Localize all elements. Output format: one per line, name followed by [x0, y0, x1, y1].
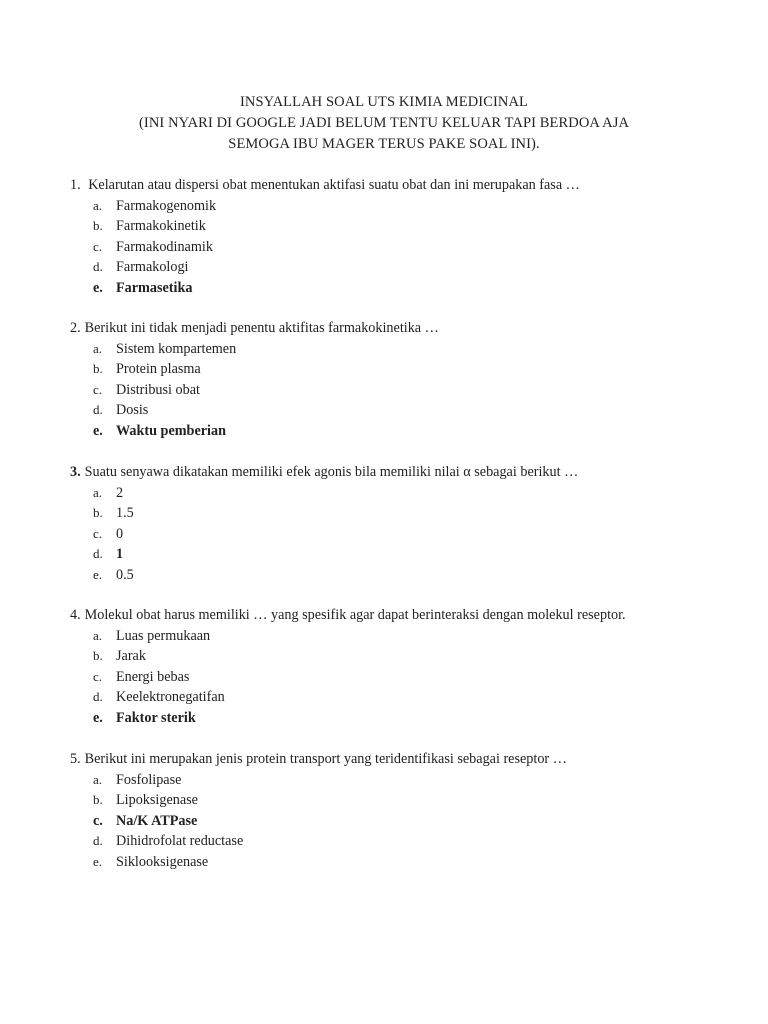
question-text: [70, 605, 750, 626]
option-text: Lipoksigenase: [116, 792, 198, 809]
option-c: [70, 524, 750, 545]
document-header: [0, 92, 768, 155]
option-letter: d.: [93, 402, 103, 418]
option-letter: b.: [93, 505, 103, 521]
option-d: [70, 687, 750, 708]
option-a: [70, 339, 750, 360]
option-letter: e.: [93, 422, 103, 439]
option-text: Waktu pemberian: [116, 422, 226, 439]
option-letter: e.: [93, 566, 103, 582]
option-text: Sistem kompartemen: [116, 340, 237, 357]
option-letter: d.: [93, 833, 103, 849]
option-letter: a.: [93, 340, 103, 356]
option-text: Farmasetika: [116, 279, 193, 296]
option-text: Distribusi obat: [116, 381, 200, 398]
option-letter: b.: [93, 792, 103, 808]
option-text: Luas permukaan: [116, 627, 211, 644]
option-c-answer: [70, 811, 750, 832]
question-text: [70, 175, 750, 196]
option-letter: c.: [93, 525, 103, 541]
option-b: [70, 216, 750, 237]
option-list: [70, 483, 750, 586]
option-c: [70, 237, 750, 258]
option-text: Dihidrofolat reductase: [116, 833, 244, 850]
header-subtitle-line1: (INI NYARI DI GOOGLE JADI BELUM TENTU KELUAR TAPI BERDOA AJA: [138, 115, 630, 131]
option-a: [70, 483, 750, 504]
question-text: [70, 318, 750, 339]
option-text: Fosfolipase: [116, 771, 182, 788]
option-text: 1: [116, 546, 124, 563]
option-e-answer: [70, 278, 750, 299]
question-text: [70, 462, 750, 483]
option-text: Keelektronegatifan: [116, 689, 225, 706]
option-list: [70, 339, 750, 442]
question-prompt: Kelarutan atau dispersi obat menentukan aktifasi suatu obat dan ini merupakan fasa …: [84, 177, 580, 193]
question-number: 2.: [70, 320, 81, 336]
question-number: 1.: [70, 177, 81, 193]
option-letter: b.: [93, 218, 103, 234]
option-a: [70, 626, 750, 647]
option-text: Faktor sterik: [116, 709, 196, 726]
question-4: [70, 605, 750, 728]
option-text: Protein plasma: [116, 361, 201, 378]
option-letter: b.: [93, 648, 103, 664]
option-letter: e.: [93, 279, 103, 296]
question-text: [70, 749, 750, 770]
option-letter: c.: [93, 812, 103, 829]
option-text: Jarak: [116, 648, 146, 665]
option-e-answer: [70, 421, 750, 442]
question-3: [70, 462, 750, 585]
option-e: [70, 565, 750, 586]
option-text: 2: [116, 484, 124, 501]
option-letter: d.: [93, 689, 103, 705]
question-prompt: Berikut ini merupakan jenis protein transport yang teridentifikasi sebagai reseptor …: [84, 751, 567, 767]
option-letter: a.: [93, 627, 103, 643]
option-text: Dosis: [116, 402, 149, 419]
option-b: [70, 503, 750, 524]
question-number: 4.: [70, 607, 81, 623]
option-letter: d.: [93, 259, 103, 275]
question-prompt: Suatu senyawa dikatakan memiliki efek agonis bila memiliki nilai α sebagai berikut …: [84, 464, 579, 480]
option-text: 0: [116, 525, 124, 542]
option-d: [70, 400, 750, 421]
question-2: [70, 318, 750, 441]
question-prompt: Molekul obat harus memiliki … yang spesifik agar dapat berinteraksi dengan molekul reseptor.: [84, 607, 626, 623]
question-number: 3.: [70, 464, 81, 480]
option-letter: e.: [93, 853, 103, 869]
option-c: [70, 667, 750, 688]
question-1: [70, 175, 750, 298]
option-text: Farmakokinetik: [116, 218, 206, 235]
option-letter: c.: [93, 668, 103, 684]
option-text: Siklooksigenase: [116, 853, 209, 870]
question-prompt: Berikut ini tidak menjadi penentu aktifitas farmakokinetika …: [84, 320, 439, 336]
option-b: [70, 359, 750, 380]
option-letter: a.: [93, 771, 103, 787]
header-subtitle-line2: SEMOGA IBU MAGER TERUS PAKE SOAL INI).: [228, 136, 540, 152]
question-5: [70, 749, 750, 872]
option-letter: c.: [93, 381, 103, 397]
option-letter: e.: [93, 709, 103, 726]
question-number: 5.: [70, 751, 81, 767]
option-c: [70, 380, 750, 401]
option-letter: a.: [93, 197, 103, 213]
option-text: 1.5: [116, 505, 134, 522]
option-letter: c.: [93, 238, 103, 254]
option-b: [70, 646, 750, 667]
option-text: Na/K ATPase: [116, 812, 198, 829]
option-e-answer: [70, 708, 750, 729]
option-text: Farmakologi: [116, 259, 189, 276]
option-e: [70, 852, 750, 873]
option-a: [70, 770, 750, 791]
option-list: [70, 196, 750, 299]
option-d-answer: [70, 544, 750, 565]
option-b: [70, 790, 750, 811]
option-letter: d.: [93, 546, 103, 562]
option-text: Farmakodinamik: [116, 238, 213, 255]
header-title: INSYALLAH SOAL UTS KIMIA MEDICINAL: [239, 94, 529, 110]
option-d: [70, 257, 750, 278]
option-letter: a.: [93, 484, 103, 500]
option-list: [70, 770, 750, 873]
option-text: 0.5: [116, 566, 134, 583]
option-letter: b.: [93, 361, 103, 377]
option-d: [70, 831, 750, 852]
option-a: [70, 196, 750, 217]
option-text: Farmakogenomik: [116, 197, 217, 214]
option-text: Energi bebas: [116, 668, 190, 685]
option-list: [70, 626, 750, 729]
